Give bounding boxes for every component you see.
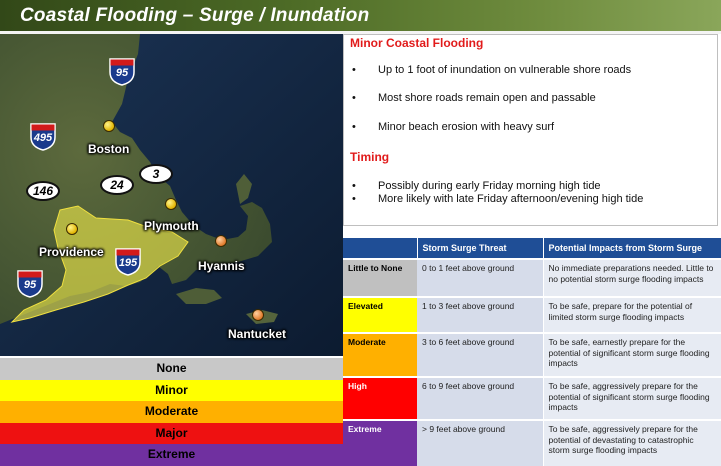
bullet-icon: • [352,64,356,76]
surge-legend [0,358,343,466]
bullet-icon: • [352,92,356,104]
minor-flooding-heading: Minor Coastal Flooding [350,36,484,50]
table-header-impacts: Potential Impacts from Storm Surge [543,238,721,259]
route-24-marker: 24 [100,175,134,195]
city-label-nantucket: Nantucket [228,327,287,341]
city-label-hyannis: Hyannis [198,259,245,273]
timing-bullet [352,193,643,205]
route-3-marker: 3 [139,164,173,184]
impact-bullet-text: Up to 1 foot of inundation on vulnerable shore roads [378,64,632,76]
shield-number: 195 [118,257,138,269]
title-bar [0,0,721,34]
legend-item-minor: Minor [0,380,343,402]
impact-bullet [352,92,596,104]
impact-bullet-text: Minor beach erosion with heavy surf [378,121,555,133]
city-label-boston: Boston [88,142,130,156]
impact-cell: To be safe, earnestly prepare for the potential of significant storm surge flooding impacts [543,333,721,377]
impact-bullet [352,64,631,76]
surge-range-cell: 6 to 9 feet above ground [417,377,543,420]
impact-bullet-text: Most shore roads remain open and passable [378,92,596,104]
nantucket-marker-icon [252,309,264,321]
route-146-marker: 146 [26,181,60,201]
info-panel [343,34,718,226]
city-label-providence: Providence [39,245,104,259]
page-title: Coastal Flooding – Surge / Inundation [20,5,370,26]
bullet-icon: • [352,121,356,133]
threat-level-cell: High [343,377,417,420]
providence-marker-icon [66,223,78,235]
impact-cell: To be safe, aggressively prepare for the potential of significant storm surge flooding impacts [543,377,721,420]
table-row [343,377,721,420]
surge-map [0,34,343,356]
shield-number: 95 [23,279,37,291]
threat-level-cell: Moderate [343,333,417,377]
table-header-threat: Storm Surge Threat [417,238,543,259]
table-row [343,420,721,466]
shield-number: 495 [33,132,53,144]
table-row [343,297,721,333]
timing-bullet-text: Possibly during early Friday morning high tide [378,180,601,192]
table-row [343,259,721,297]
interstate-195-shield [115,248,141,276]
impact-cell: To be safe, prepare for the potential of limited storm surge flooding impacts [543,297,721,333]
table-header-row [343,238,721,259]
table-row [343,333,721,377]
interstate-95-south-shield [17,270,43,298]
surge-range-cell: 1 to 3 feet above ground [417,297,543,333]
interstate-95-north-shield [109,58,135,86]
surge-threat-table-area [343,238,721,466]
impact-bullet [352,121,554,133]
hyannis-marker-icon [215,235,227,247]
threat-level-cell: Elevated [343,297,417,333]
boston-marker-icon [103,120,115,132]
impact-cell: No immediate preparations needed. Little to no potential storm surge flooding impacts [543,259,721,297]
surge-range-cell: > 9 feet above ground [417,420,543,466]
surge-threat-table [343,238,721,466]
legend-item-moderate: Moderate [0,401,343,423]
timing-bullet [352,180,601,192]
threat-level-cell: Little to None [343,259,417,297]
interstate-495-shield [30,123,56,151]
bullet-icon: • [352,193,356,205]
shield-number: 95 [115,67,129,79]
threat-level-cell: Extreme [343,420,417,466]
timing-heading: Timing [350,150,390,164]
impact-cell: To be safe, aggressively prepare for the potential of devastating to catastrophic storm surge flooding impacts [543,420,721,466]
surge-range-cell: 3 to 6 feet above ground [417,333,543,377]
surge-range-cell: 0 to 1 feet above ground [417,259,543,297]
plymouth-marker-icon [165,198,177,210]
timing-bullet-text: More likely with late Friday afternoon/evening high tide [378,193,644,205]
legend-item-major: Major [0,423,343,445]
table-header-level [343,238,417,259]
legend-item-extreme: Extreme [0,444,343,466]
legend-item-none: None [0,358,343,380]
city-label-plymouth: Plymouth [144,219,199,233]
bullet-icon: • [352,180,356,192]
